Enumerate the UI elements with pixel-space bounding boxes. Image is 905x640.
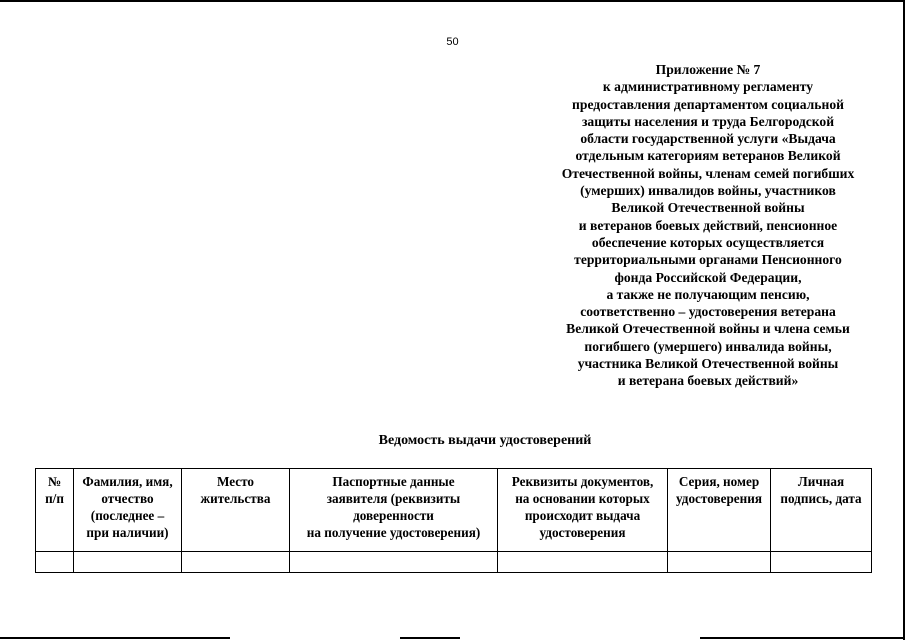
appendix-line: и ветерана боевых действий» [617, 373, 799, 389]
issuance-register-table [35, 468, 872, 573]
column-header-number: № п/п [36, 469, 74, 552]
column-header-signature-date: Личная подпись, дата [771, 469, 872, 552]
appendix-line: фонда Российской Федерации, [614, 269, 802, 285]
appendix-line: соответственно – удостоверения ветерана [580, 304, 836, 320]
appendix-line: предоставления департаментом социальной [572, 96, 844, 112]
table-cell [668, 552, 771, 573]
table-cell [290, 552, 498, 573]
appendix-line: защиты населения и труда Белгородской [581, 113, 835, 129]
table-header-row [36, 469, 872, 552]
appendix-line: участника Великой Отечественной войны [577, 356, 839, 372]
appendix-line: обеспечение которых осуществляется [591, 234, 825, 250]
appendix-header [527, 61, 889, 390]
table-cell [498, 552, 668, 573]
appendix-line: области государственной услуги «Выдача [580, 131, 836, 147]
appendix-line: погибшего (умершего) инвалида войны, [584, 338, 832, 354]
page-number: 50 [446, 36, 459, 48]
table-cell [182, 552, 290, 573]
column-header-passport-data: Паспортные данные заявителя (реквизиты доверенности на получение удостоверения) [290, 469, 498, 552]
appendix-line: а также не получающим пенсию, [606, 286, 810, 302]
column-header-residence: Место жительства [182, 469, 290, 552]
appendix-line: и ветеранов боевых действий, пенсионное [578, 217, 838, 233]
table-row [36, 552, 872, 573]
document-title: Ведомость выдачи удостоверений [378, 433, 592, 448]
column-header-full-name: Фамилия, имя, отчество (последнее – при наличии) [74, 469, 182, 552]
table-cell [36, 552, 74, 573]
column-header-certificate-number: Серия, номер удостоверения [668, 469, 771, 552]
table-cell [74, 552, 182, 573]
page-border-top [0, 0, 905, 2]
appendix-line: Отечественной войны, членам семей погибших [561, 165, 855, 181]
appendix-line: Великой Отечественной войны и члена семьи [566, 321, 850, 337]
appendix-line: отдельным категориям ветеранов Великой [575, 148, 841, 164]
appendix-line: (умерших) инвалидов войны, участников [580, 183, 836, 199]
column-header-document-details: Реквизиты документов, на основании которых происходит выдача удостоверения [498, 469, 668, 552]
appendix-title: Приложение № 7 [655, 62, 761, 77]
appendix-line: к административному регламенту [602, 79, 814, 95]
table-cell [771, 552, 872, 573]
appendix-line: территориальными органами Пенсионного [574, 252, 842, 268]
appendix-line: Великой Отечественной войны [611, 200, 805, 216]
